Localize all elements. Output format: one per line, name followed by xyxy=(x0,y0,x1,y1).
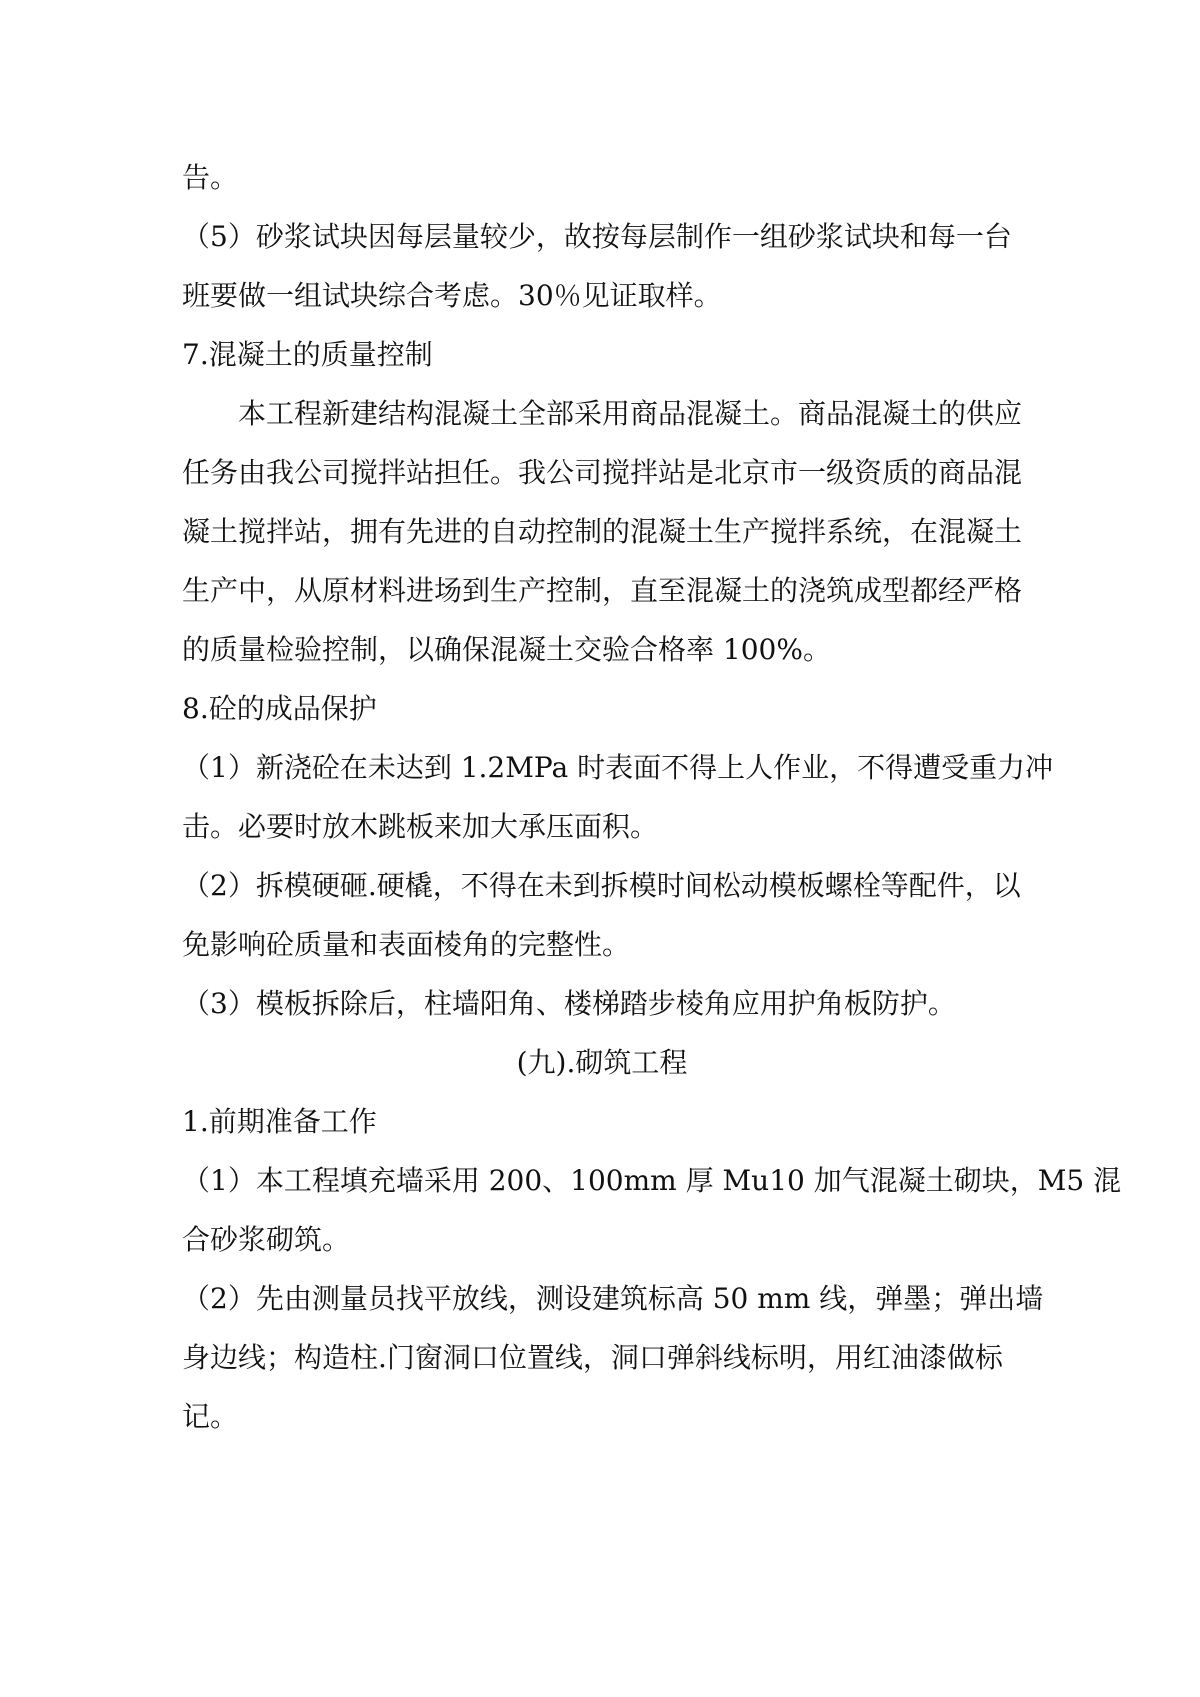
text-line: 击。必要时放木跳板来加大承压面积。 xyxy=(182,810,659,843)
text-line: 生产中，从原材料进场到生产控制，直至混凝土的浇筑成型都经严格 xyxy=(182,574,1023,607)
text-line: （2）先由测量员找平放线，测设建筑标高 50 mm 线，弹墨；弹出墙 xyxy=(182,1282,1044,1315)
text-line: 凝土搅拌站，拥有先进的自动控制的混凝土生产搅拌系统，在混凝土 xyxy=(182,515,1023,548)
text-line: （3）模板拆除后，柱墙阳角、楼梯踏步棱角应用护角板防护。 xyxy=(182,987,956,1020)
text-line: 免影响砼质量和表面棱角的完整性。 xyxy=(182,928,631,961)
text-line: 记。 xyxy=(182,1400,239,1433)
text-line: 班要做一组试块综合考虑。30％见证取样。 xyxy=(182,279,722,312)
section-heading: 1.前期准备工作 xyxy=(182,1105,377,1138)
section-heading: 7.混凝土的质量控制 xyxy=(182,338,433,371)
text-line: 本工程新建结构混凝土全部采用商品混凝土。商品混凝土的供应 xyxy=(238,397,1023,430)
text-line: 合砂浆砌筑。 xyxy=(182,1223,351,1256)
text-line: 的质量检验控制，以确保混凝土交验合格率 100%。 xyxy=(182,633,831,666)
text-line: （5）砂浆试块因每层量较少，故按每层制作一组砂浆试块和每一台 xyxy=(182,220,1012,253)
section-heading: 8.砼的成品保护 xyxy=(182,692,377,725)
text-line: 任务由我公司搅拌站担任。我公司搅拌站是北京市一级资质的商品混 xyxy=(182,456,1023,489)
document-body xyxy=(182,148,1122,1446)
chapter-heading: (九).砌筑工程 xyxy=(516,1046,688,1079)
text-line: （1）本工程填充墙采用 200、100mm 厚 Mu10 加气混凝土砌块，M5 混 xyxy=(182,1164,1122,1197)
text-line: （2）拆模硬砸.硬橇，不得在未到拆模时间松动模板螺栓等配件，以 xyxy=(182,869,1021,902)
text-line: 告。 xyxy=(182,161,239,194)
text-line: 身边线；构造柱.门窗洞口位置线，洞口弹斜线标明，用红油漆做标 xyxy=(182,1341,1003,1374)
text-line: （1）新浇砼在未达到 1.2MPa 时表面不得上人作业，不得遭受重力冲 xyxy=(182,751,1054,784)
